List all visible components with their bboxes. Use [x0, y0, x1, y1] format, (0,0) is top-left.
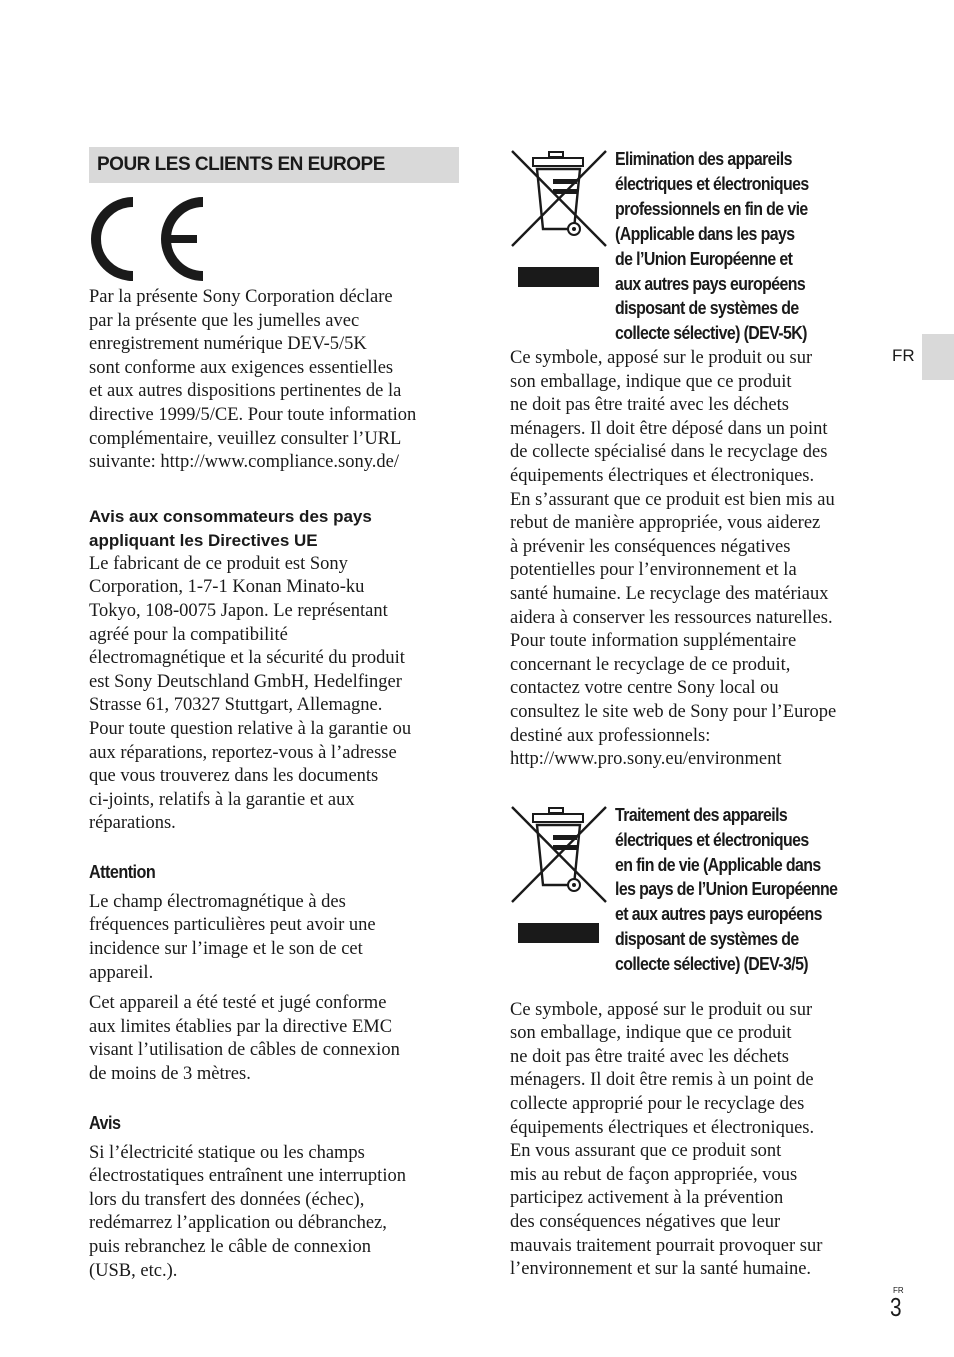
text-line: concernant le recyclage de ce produit, — [510, 654, 791, 675]
text-line: ne doit pas être traité avec les déchets — [510, 1046, 789, 1067]
text-line: santé humaine. Le recyclage des matériaux — [510, 583, 829, 604]
text-line: visant l’utilisation de câbles de connexion — [89, 1040, 400, 1061]
text-line: disposant de systèmes de — [615, 928, 799, 950]
text-line: mis au rebut de façon appropriée, vous — [510, 1164, 798, 1185]
text-line: Strasse 61, 70327 Stuttgart, Allemagne. — [89, 695, 383, 716]
text-line: les pays de l’Union Européenne — [615, 878, 838, 900]
text-line: et aux autres dispositions pertinentes de la — [89, 381, 402, 402]
text-line: puis rebranchez le câble de connexion — [89, 1237, 371, 1257]
text-line: électromagnétique et la sécurité du produit — [89, 648, 405, 669]
text-line: lors du transfert des données (échec), — [89, 1189, 365, 1210]
text-line: électriques et électroniques — [615, 172, 809, 194]
text-line: suivante: http://www.compliance.sony.de/ — [89, 452, 399, 473]
attention-paragraph-2 — [89, 992, 459, 1086]
text-line: professionnels en fin de vie — [615, 197, 808, 219]
text-line: par la présente que les jumelles avec — [89, 310, 360, 331]
text-line: de moins de 3 mètres. — [89, 1064, 251, 1085]
text-line: agréé pour la compatibilité — [89, 624, 288, 645]
text-line: sont conforme aux exigences essentielles — [89, 357, 394, 378]
language-tab — [922, 334, 954, 380]
text-line: collecte sélective) (DEV-3/5) — [615, 953, 809, 975]
text-line: que vous trouverez dans les documents — [89, 766, 379, 787]
weee-professional-block — [510, 147, 880, 347]
text-line: potentielles pour l’environnement et la — [510, 560, 797, 581]
text-line: Pour toute question relative à la garantie ou — [89, 718, 412, 739]
text-line: Ce symbole, apposé sur le produit ou sur — [510, 999, 813, 1020]
weee-consumer-title — [615, 803, 864, 977]
eu-notice-body — [89, 553, 459, 836]
text-line: enregistrement numérique DEV-5/5K — [89, 334, 367, 355]
text-line: ménagers. Il doit être remis à un point de — [510, 1070, 814, 1091]
text-line: de l’Union Européenne et — [615, 247, 793, 269]
text-line: redémarrez l’application ou débranchez, — [89, 1213, 387, 1234]
text-line: Avis aux consommateurs des pays — [89, 506, 372, 526]
text-line: en fin de vie (Applicable dans — [615, 853, 821, 875]
text-line: collecte approprié pour le recyclage des — [510, 1094, 805, 1115]
text-line: disposant de systèmes de — [615, 297, 799, 319]
text-line: (USB, etc.). — [89, 1260, 178, 1281]
text-line: de collecte spécialisé dans le recyclage des — [510, 442, 828, 463]
text-line: appareil. — [89, 962, 154, 983]
text-line: aux limites établies par la directive EMC — [89, 1016, 393, 1037]
weee-consumer-body — [510, 999, 880, 1282]
declaration-text — [89, 286, 459, 475]
text-line: (Applicable dans les pays — [615, 222, 795, 244]
text-line: Elimination des appareils — [615, 148, 792, 169]
text-line: Cet appareil a été testé et jugé conforme — [89, 993, 387, 1014]
text-line: ménagers. Il doit être déposé dans un point — [510, 418, 828, 439]
text-line: http://www.pro.sony.eu/environment — [510, 749, 782, 770]
text-line: En s’assurant que ce produit est bien mis au — [510, 489, 835, 510]
text-line: aux réparations, reportez-vous à l’adresse — [89, 742, 397, 763]
text-line: destiné aux professionnels: — [510, 725, 711, 746]
text-line: directive 1999/5/CE. Pour toute information — [89, 404, 417, 425]
right-column — [510, 147, 880, 1282]
text-line: Ce symbole, apposé sur le produit ou sur — [510, 348, 813, 368]
text-line: Le fabricant de ce produit est Sony — [89, 553, 348, 574]
text-line: aux autres pays européens — [615, 272, 806, 294]
text-line: réparations. — [89, 813, 176, 834]
text-line: à prévenir les conséquences négatives — [510, 536, 791, 557]
text-line: équipements électriques et électroniques. — [510, 465, 815, 486]
text-line: est Sony Deutschland GmbH, Hedelfinger — [89, 671, 402, 692]
left-column — [89, 147, 459, 1283]
text-line: Le champ électromagnétique à des — [89, 891, 346, 912]
text-line: incidence sur l’image et le son de cet — [89, 939, 363, 960]
weee-consumer-block — [510, 803, 880, 999]
text-line: participez activement à la prévention — [510, 1188, 784, 1209]
text-line: Pour toute information supplémentaire — [510, 631, 797, 652]
text-line: collecte sélective) (DEV-5K) — [615, 322, 807, 344]
text-line: consultez le site web de Sony pour l’Europe — [510, 701, 837, 722]
text-line: mauvais traitement pourrait provoquer sur — [510, 1235, 823, 1256]
text-line: son emballage, indique que ce produit — [510, 1023, 792, 1044]
text-line: ne doit pas être traité avec les déchets — [510, 395, 789, 416]
text-line: Corporation, 1-7-1 Konan Minato-ku — [89, 577, 365, 598]
text-line: l’environnement et sur la santé humaine. — [510, 1259, 812, 1280]
attention-paragraph-1 — [89, 891, 459, 985]
text-line: des conséquences négatives que leur — [510, 1212, 781, 1233]
text-line: aidera à conserver les ressources naturelles. — [510, 607, 833, 628]
page-language-label: FR — [893, 1286, 904, 1295]
text-line: Traitement des appareils — [615, 803, 788, 825]
page-number: 3 — [890, 1292, 902, 1322]
text-line: fréquences particulières peut avoir une — [89, 915, 376, 936]
avis-heading: Avis — [89, 1112, 121, 1133]
text-line: son emballage, indique que ce produit — [510, 371, 792, 392]
text-line: Par la présente Sony Corporation déclare — [89, 287, 393, 307]
text-line: ci-joints, relatifs à la garantie et aux — [89, 789, 355, 810]
weee-professional-title — [615, 147, 864, 346]
crossed-out-bin-icon — [510, 803, 608, 948]
ce-mark-icon — [89, 196, 209, 282]
crossed-out-bin-icon — [510, 147, 608, 292]
eu-notice-heading — [89, 505, 459, 553]
text-line: rebut de manière appropriée, vous aiderez — [510, 513, 821, 534]
text-line: contactez votre centre Sony local ou — [510, 678, 779, 699]
text-line: complémentaire, veuillez consulter l’URL — [89, 428, 402, 449]
text-line: Si l’électricité statique ou les champs — [89, 1142, 365, 1163]
language-tab-label: FR — [892, 346, 915, 365]
attention-heading: Attention — [89, 861, 156, 882]
text-line: électriques et électroniques — [615, 828, 809, 850]
text-line: appliquant les Directives UE — [89, 530, 318, 550]
text-line: équipements électriques et électroniques. — [510, 1117, 815, 1138]
text-line: Tokyo, 108-0075 Japon. Le représentant — [89, 600, 388, 621]
section-title: POUR LES CLIENTS EN EUROPE — [89, 147, 459, 183]
text-line: et aux autres pays européens — [615, 903, 822, 925]
text-line: électrostatiques entraînent une interruption — [89, 1166, 406, 1187]
text-line: En vous assurant que ce produit sont — [510, 1141, 782, 1162]
avis-body — [89, 1142, 459, 1284]
weee-professional-body — [510, 347, 880, 772]
